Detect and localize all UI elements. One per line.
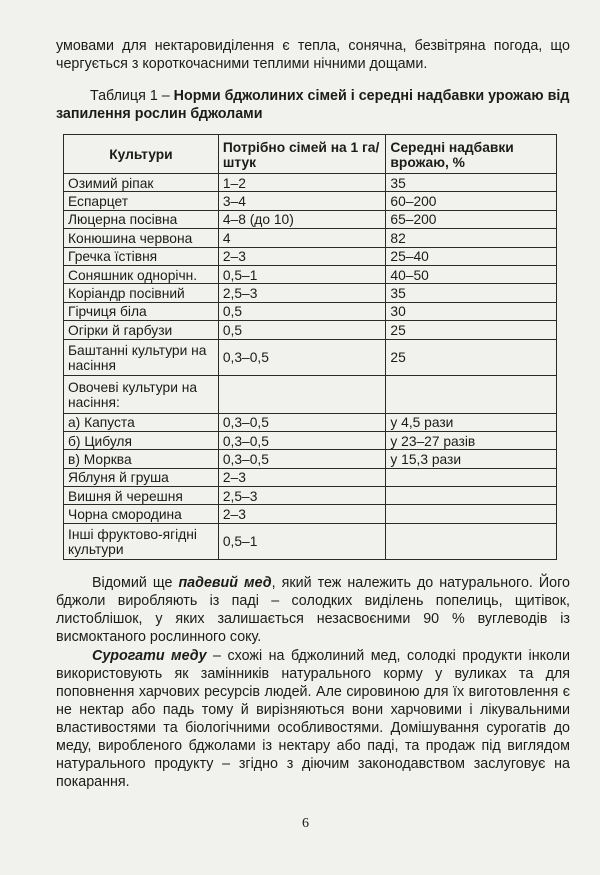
bee-colony-norms-table: [63, 134, 557, 560]
table-row: [64, 284, 557, 302]
colonies-cell: 0,5–1: [218, 265, 386, 283]
crop-cell: а) Капуста: [64, 413, 219, 431]
intro-paragraph: умовами для нектаровиділення є тепла, сонячна, безвітряна погода, що чергується з короткочасними теплими нічними дощами.: [56, 38, 570, 72]
honeydew-prefix: Відомий ще: [92, 575, 179, 591]
table-row: [64, 247, 557, 265]
yield-cell: у 4,5 рази: [386, 413, 557, 431]
table-row: [64, 523, 557, 559]
colonies-cell: 0,3–0,5: [218, 413, 386, 431]
crop-cell: Гречка їстівня: [64, 247, 219, 265]
crop-cell: Еспарцет: [64, 192, 219, 210]
yield-cell: [386, 468, 557, 486]
yield-cell: 40–50: [386, 265, 557, 283]
table-row: [64, 229, 557, 247]
table-row: [64, 413, 557, 431]
honeydew-paragraph: [56, 574, 570, 646]
crop-cell: Соняшник однорічн.: [64, 265, 219, 283]
table-caption-label: Таблиця 1 –: [90, 88, 174, 104]
crop-cell: Гірчиця біла: [64, 302, 219, 320]
yield-cell: 82: [386, 229, 557, 247]
crop-cell: Коріандр посівний: [64, 284, 219, 302]
yield-cell: у 15,3 рази: [386, 450, 557, 468]
yield-cell: у 23–27 разів: [386, 431, 557, 449]
table-row: [64, 375, 557, 413]
surrogates-paragraph: [56, 647, 570, 791]
colonies-cell: 0,3–0,5: [218, 339, 386, 375]
honeydew-text: , який теж належить до натурального. Його бджоли виробляють із паді – солодких виділень попелиць, щитівок, листоблішок, у яких залишається незасвоєними 90 % вуглеводів із висмоктаного рослинного соку.: [56, 575, 570, 645]
crop-cell: в) Морква: [64, 450, 219, 468]
yield-cell: [386, 523, 557, 559]
yield-cell: 25: [386, 321, 557, 339]
table-caption: [56, 87, 570, 123]
yield-cell: [386, 505, 557, 523]
crop-cell: Яблуня й груша: [64, 468, 219, 486]
yield-cell: 35: [386, 284, 557, 302]
table-row: [64, 468, 557, 486]
table-row: [64, 431, 557, 449]
table-header-row: [64, 135, 557, 174]
table-row: [64, 302, 557, 320]
crop-cell: Баштанні культури на насіння: [64, 339, 219, 375]
yield-cell: 30: [386, 302, 557, 320]
colonies-cell: 0,5: [218, 302, 386, 320]
surrogates-text: – схожі на бджолиний мед, солодкі продукти інколи використовують як замінників натурального корму у вуликах та для поповнення харчових ресурсів людей. Але сировиною для їх виготовлення є не нектар або падь тому й вирізняються вони харчовими і лікувальними властивостями та біологічними особливостями. Домішування сурогатів до меду, виробленого бджолами із нектару або паді, та продаж під виглядом натурального продукту – згідно з діючим законодавством заслуговує на покарання.: [56, 648, 571, 790]
page-number: 6: [302, 816, 309, 831]
yield-cell: [386, 487, 557, 505]
crop-cell: Чорна смородина: [64, 505, 219, 523]
crop-cell: Огірки й гарбузи: [64, 321, 219, 339]
table-caption-title: Норми бджолиних сімей і середні надбавки урожаю від запилення рослин бджолами: [56, 88, 570, 122]
table-row: [64, 505, 557, 523]
surrogates-term: Сурогати меду: [92, 648, 207, 664]
table-row: [64, 487, 557, 505]
crop-cell: Вишня й черешня: [64, 487, 219, 505]
crop-cell: Конюшина червона: [64, 229, 219, 247]
colonies-cell: 1–2: [218, 174, 386, 192]
colonies-cell: 0,5: [218, 321, 386, 339]
colonies-cell: 2–3: [218, 468, 386, 486]
colonies-cell: 2–3: [218, 505, 386, 523]
yield-cell: 35: [386, 174, 557, 192]
yield-cell: 25–40: [386, 247, 557, 265]
yield-cell: [386, 375, 557, 413]
table-row: [64, 339, 557, 375]
crop-cell: Озимий ріпак: [64, 174, 219, 192]
yield-cell: 25: [386, 339, 557, 375]
table-row: [64, 265, 557, 283]
crop-cell: Люцерна посівна: [64, 210, 219, 228]
table-row: [64, 210, 557, 228]
table-row: [64, 321, 557, 339]
yield-cell: 60–200: [386, 192, 557, 210]
colonies-cell: 0,3–0,5: [218, 450, 386, 468]
table-row: [64, 174, 557, 192]
colonies-cell: 3–4: [218, 192, 386, 210]
colonies-cell: 4–8 (до 10): [218, 210, 386, 228]
honeydew-term: падевий мед: [178, 575, 272, 591]
header-colonies-per-ha: Потрібно сімей на 1 га/штук: [218, 135, 386, 174]
yield-cell: 65–200: [386, 210, 557, 228]
colonies-cell: [218, 375, 386, 413]
colonies-cell: 0,3–0,5: [218, 431, 386, 449]
colonies-cell: 2–3: [218, 247, 386, 265]
crop-cell: б) Цибуля: [64, 431, 219, 449]
crop-cell: Овочеві культури на насіння:: [64, 375, 219, 413]
colonies-cell: 2,5–3: [218, 487, 386, 505]
colonies-cell: 2,5–3: [218, 284, 386, 302]
crop-cell: Інші фруктово-ягідні культури: [64, 523, 219, 559]
header-crops: Культури: [64, 135, 219, 174]
table-row: [64, 450, 557, 468]
header-yield-increase: Середні надбавки врожаю, %: [386, 135, 557, 174]
table-row: [64, 192, 557, 210]
colonies-cell: 4: [218, 229, 386, 247]
colonies-cell: 0,5–1: [218, 523, 386, 559]
